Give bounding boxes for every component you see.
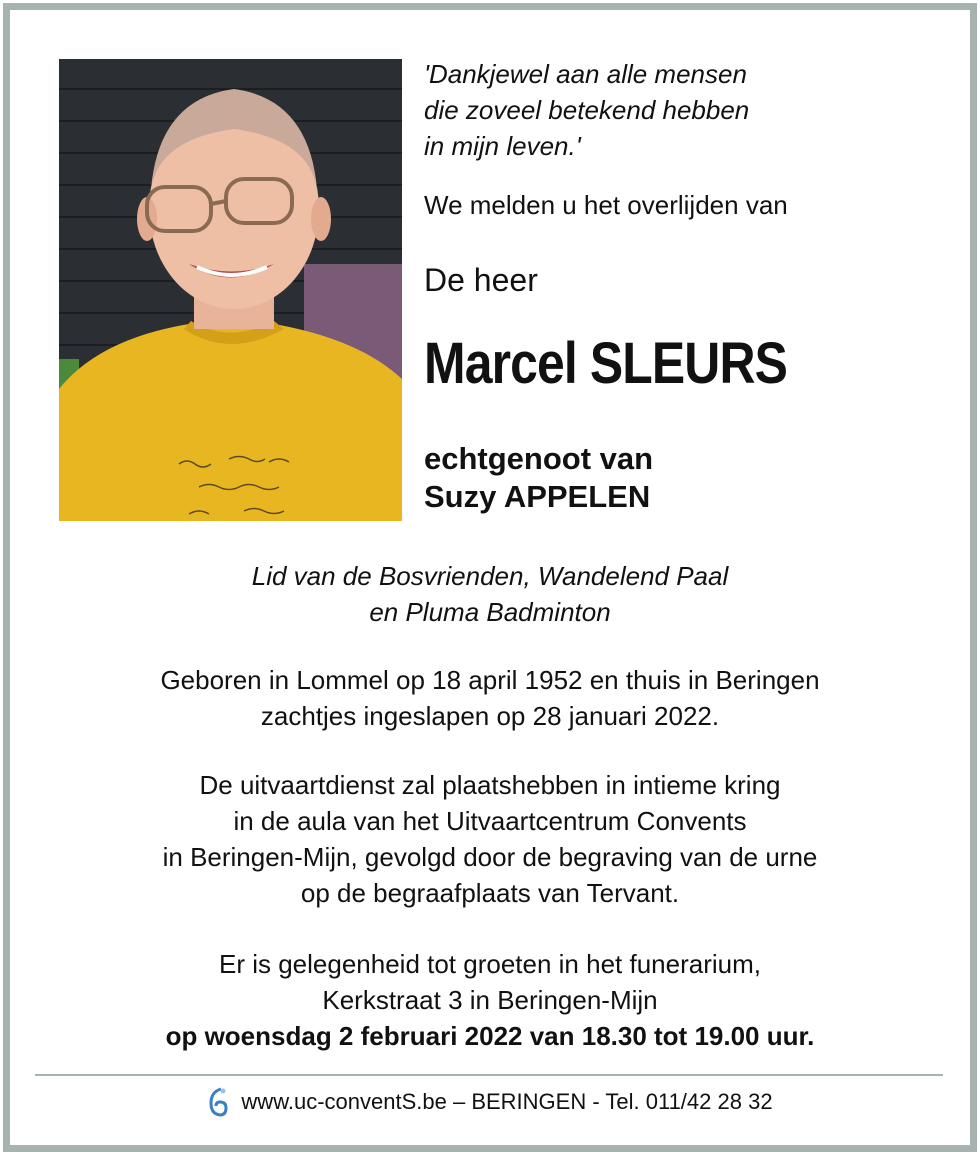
visitation-address: Kerkstraat 3 in Beringen-Mijn (322, 985, 658, 1015)
deceased-name: Marcel SLEURS (424, 331, 788, 396)
birth-line: Geboren in Lommel op 18 april 1952 en thuis in Beringen (160, 665, 820, 695)
funeral-line: op de begraafplaats van Tervant. (300, 878, 680, 908)
visitation-time: op woensdag 2 februari 2022 van 18.30 tot 19.00 uur. (165, 1021, 815, 1051)
spouse-info (424, 440, 653, 516)
visitation-text (40, 946, 940, 1054)
funeral-line: in Beringen-Mijn, gevolgd door de begraving van de urne (162, 842, 818, 872)
membership-line: en Pluma Badminton (369, 597, 611, 627)
portrait-photo (59, 59, 402, 521)
honorific: De heer (424, 262, 538, 298)
visitation-line: Er is gelegenheid tot groeten in het funerarium, (218, 949, 761, 979)
membership-text (40, 558, 940, 630)
footer-divider (35, 1074, 943, 1076)
funeral-line: in de aula van het Uitvaartcentrum Convents (233, 806, 747, 836)
birth-death-text (40, 662, 940, 734)
membership-line: Lid van de Bosvrienden, Wandelend Paal (251, 561, 729, 591)
quote-line: in mijn leven.' (424, 131, 581, 161)
spouse-relation: echtgenoot van (424, 441, 654, 476)
funeral-line: De uitvaartdienst zal plaatshebben in intieme kring (199, 770, 781, 800)
quote-line: 'Dankjewel aan alle mensen (424, 59, 747, 89)
quote (424, 56, 749, 164)
funeral-text (40, 767, 940, 911)
quote-line: die zoveel betekend hebben (424, 95, 750, 125)
announcement-intro: We melden u het overlijden van (424, 190, 788, 220)
footer (0, 1082, 980, 1122)
death-line: zachtjes ingeslapen op 28 januari 2022. (260, 701, 720, 731)
spouse-name: Suzy APPELEN (424, 479, 651, 514)
footer-contact: www.uc-conventS.be – BERINGEN - Tel. 011/42 28 32 (241, 1089, 773, 1114)
funeral-home-logo-icon (207, 1086, 229, 1118)
